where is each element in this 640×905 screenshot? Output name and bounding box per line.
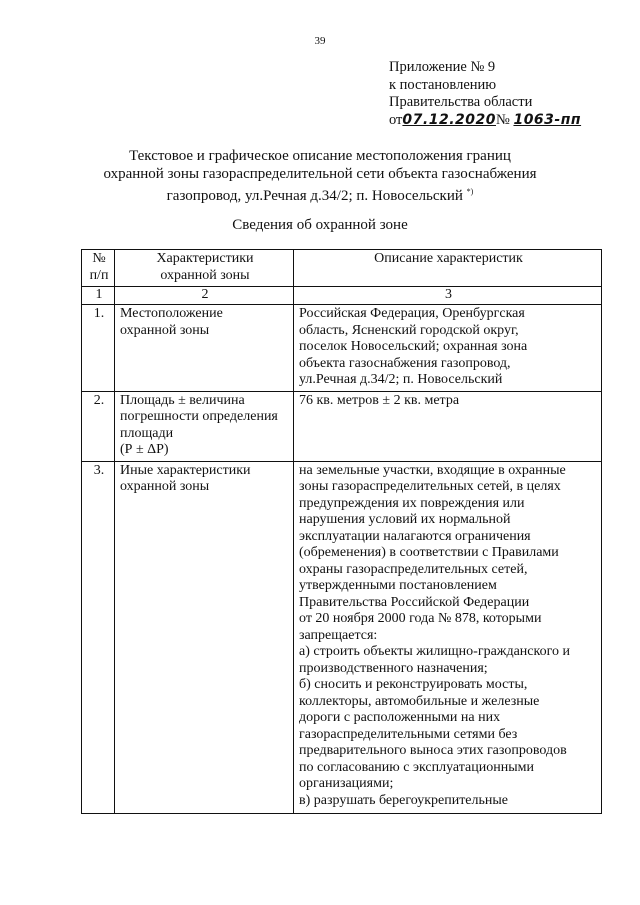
table-row [82,391,602,461]
description-line: дороги с расположенными на них [299,710,501,725]
annex-handwritten-date: 07.12.2020 [402,111,496,128]
document-title [80,148,560,206]
annex-date-prefix: от [389,111,403,128]
page-number: 39 [314,35,326,47]
description-line: ул.Речная д.34/2; п. Новосельский [299,372,503,387]
annex-government-ref: Правительства области [389,94,533,110]
title-line-3-text: газопровод, ул.Речная д.34/2; п. Новосельский [166,188,463,204]
description-line: 76 кв. метров ± 2 кв. метра [299,392,460,408]
description-line: на земельные участки, входящие в охранные [299,462,566,478]
description-line: производственного назначения; [299,660,488,676]
description-line: Правительства Российской Федерации [299,594,530,610]
description-line: по согласованию с эксплуатационными [299,759,534,775]
row-characteristic: Иные характеристики охранной зоны [115,461,294,813]
section-subtitle: Сведения об охранной зоне [232,217,408,233]
header-description: Описание характеристик [294,250,602,287]
header-num: № п/п [82,250,115,287]
table-row [82,461,602,813]
row-description [294,305,602,392]
row-number: 1. [82,305,115,392]
description-line: коллекторы, автомобильные и железные [299,693,540,709]
annex-block [389,59,581,129]
description-line: организациями; [299,776,394,791]
description-line: в) разрушать берегоукрепительные [299,792,509,808]
table-header-row [82,250,602,287]
zone-info-table [81,249,602,814]
header-characteristic: Характеристики охранной зоны [115,250,294,287]
description-line: газораспределительными сетями без [299,726,518,742]
annex-resolution-ref: к постановлению [389,76,497,93]
description-line: а) строить объекты жилищно-гражданского и [299,644,570,659]
description-line: область, Ясненский городской округ, [299,322,519,338]
description-line: предупреждения их повреждения или [299,495,525,511]
annex-title: Приложение № 9 [389,59,496,75]
description-line: Российская Федерация, Оренбургская [299,306,525,321]
description-line: от 20 ноября 2000 года № 878, которыми [299,611,542,626]
description-line: зоны газораспределительных сетей, в целях [299,479,561,494]
annex-date-line [389,112,581,130]
column-number: 1 [82,287,115,305]
column-number: 3 [294,287,602,305]
title-line-1: Текстовое и графическое описание местоположения границ [129,148,511,164]
row-description [294,391,602,461]
description-line: поселок Новосельский; охранная зона [299,339,528,354]
table-row [82,305,602,392]
description-line: б) сносить и реконструировать мосты, [299,677,528,692]
description-line: объекта газоснабжения газопровод, [299,355,511,371]
description-line: охраны газораспределительных сетей, [299,561,528,577]
column-number-row [82,287,602,305]
description-line: нарушения условий их нормальной [299,512,511,527]
annex-number-prefix: № [495,111,510,128]
description-line: утвержденными постановлением [299,578,497,593]
description-line: эксплуатации налагаются ограничения [299,528,531,544]
table-body [82,305,602,814]
description-line: (обременения) в соответствии с Правилами [299,545,559,560]
title-footnote-mark: *) [466,187,474,196]
description-line: предварительного выноса этих газопроводов [299,743,567,758]
row-number: 3. [82,461,115,813]
row-characteristic: Площадь ± величина погрешности определения площади (Р ± ΔР) [115,391,294,461]
description-line: запрещается: [299,627,378,643]
row-description [294,461,602,813]
title-line-3 [80,183,560,206]
title-line-2: охранной зоны газораспределительной сети объекта газоснабжения [103,165,537,182]
row-number: 2. [82,391,115,461]
row-characteristic: Местоположение охранной зоны [115,305,294,392]
annex-handwritten-number: 1063-пп [513,111,582,128]
column-number: 2 [115,287,294,305]
